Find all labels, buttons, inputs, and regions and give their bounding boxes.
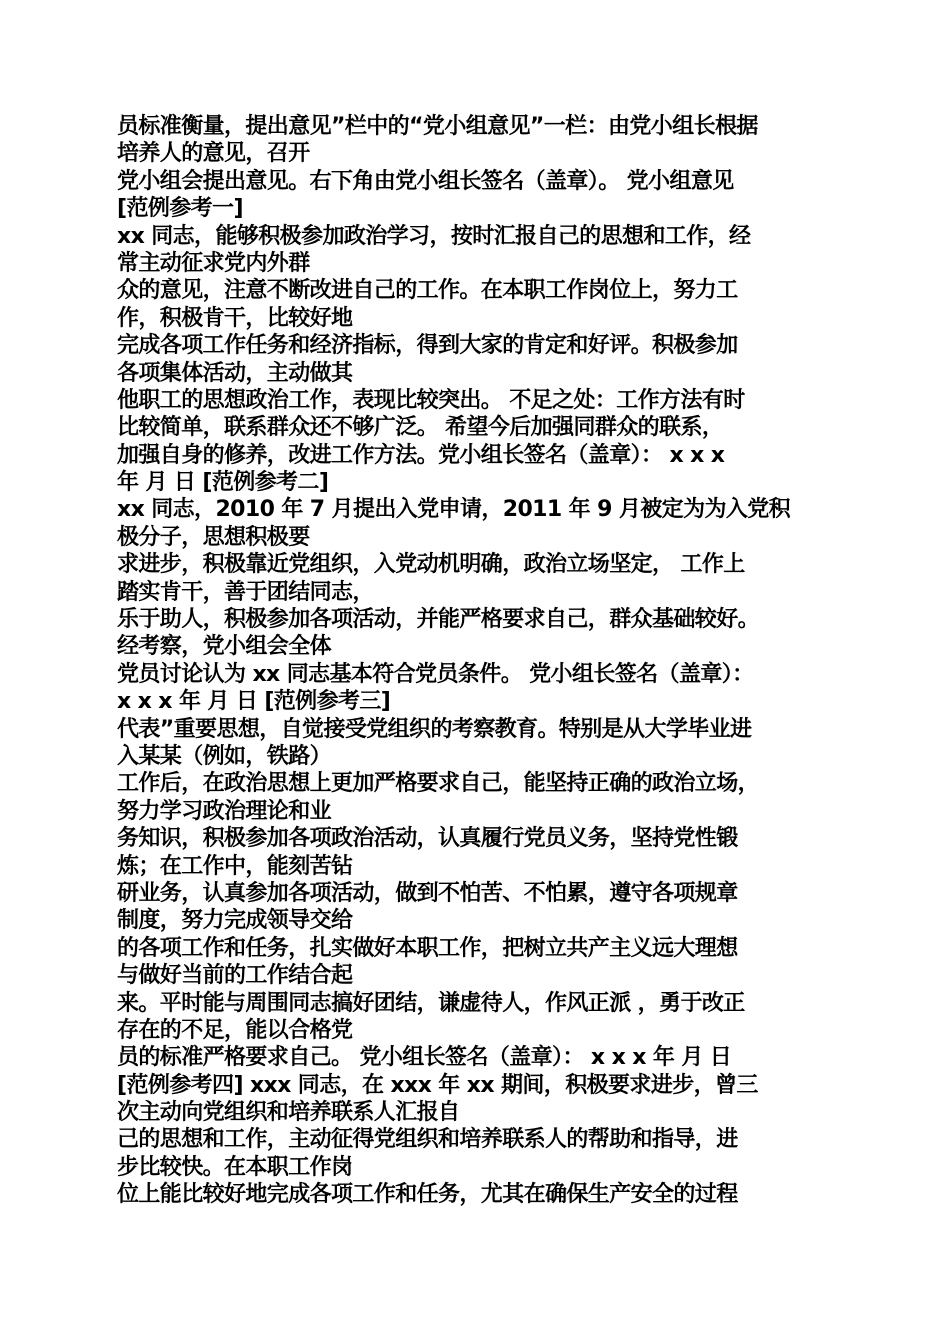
text-line: 位上能比较好地完成各项工作和任务，尤其在确保生产安全的过程: [117, 1182, 738, 1208]
text-line: 党员讨论认为 xx 同志基本符合党员条件。 党小组长签名（盖章）：: [117, 661, 754, 687]
text-line: [范例参考一]: [117, 196, 243, 222]
text-line: xx 同志，能够积极参加政治学习，按时汇报自己的思想和工作，经: [117, 223, 751, 249]
text-line: 存在的不足，能以合格党: [117, 1017, 353, 1043]
text-line: 研业务，认真参加各项活动，做到不怕苦、不怕累，遵守各项规章: [117, 880, 738, 906]
text-line: 求进步，积极靠近党组织，入党动机明确，政治立场坚定， 工作上: [117, 552, 745, 578]
text-line: 党小组会提出意见。右下角由党小组长签名（盖章）。 党小组意见: [117, 168, 734, 194]
text-line: 比较简单，联系群众还不够广泛。 希望今后加强同群众的联系，: [117, 415, 724, 441]
text-line: 工作后，在政治思想上更加严格要求自己，能坚持正确的政治立场，: [117, 771, 760, 797]
text-line: 来。平时能与周围同志搞好团结，谦虚待人，作风正派 ，勇于改正: [117, 990, 745, 1016]
text-line: 制度，努力完成领导交给: [117, 908, 353, 934]
text-line: 次主动向党组织和培养联系人汇报自: [117, 1100, 460, 1126]
text-line: 常主动征求党内外群: [117, 250, 310, 276]
text-line: 经考察，党小组会全体: [117, 634, 332, 660]
text-line: 年 月 日 [范例参考二]: [117, 470, 329, 496]
text-line: x x x 年 月 日 [范例参考三]: [117, 689, 391, 715]
document-body: [117, 113, 837, 1209]
text-line: 完成各项工作任务和经济指标，得到大家的肯定和好评。积极参加: [117, 333, 738, 359]
text-line: 员标准衡量，提出意见”栏中的“党小组意见”一栏：由党小组长根据: [117, 114, 758, 139]
text-line: 众的意见，注意不断改进自己的工作。在本职工作岗位上，努力工: [117, 278, 738, 304]
text-line: 作，积极肯干，比较好地: [117, 305, 353, 331]
text-line: 努力学习政治理论和业: [117, 798, 332, 824]
text-line: 加强自身的修养，改进工作方法。党小组长签名（盖章）： x x x: [117, 442, 725, 468]
text-line: 己的思想和工作，主动征得党组织和培养联系人的帮助和指导，进: [117, 1127, 738, 1153]
text-line: 炼；在工作中，能刻苦钻: [117, 853, 353, 879]
text-line: 务知识，积极参加各项政治活动，认真履行党员义务，坚持党性锻: [117, 826, 738, 852]
text-line: 步比较快。在本职工作岗: [117, 1154, 353, 1180]
text-line: 与做好当前的工作结合起: [117, 963, 353, 989]
text-line: 踏实肯干，善于团结同志，: [117, 579, 374, 605]
text-line: 的各项工作和任务，扎实做好本职工作，把树立共产主义远大理想: [117, 935, 738, 961]
text-line: 乐于助人，积极参加各项活动，并能严格要求自己，群众基础较好。: [117, 607, 760, 633]
text-line: 培养人的意见，召开: [117, 141, 310, 167]
text-line: [范例参考四] xxx 同志，在 xxx 年 xx 期间，积极要求进步，曾三: [117, 1072, 758, 1098]
text-line: 极分子，思想积极要: [117, 524, 310, 550]
text-line: 员的标准严格要求自己。 党小组长签名（盖章）： x x x 年 月 日: [117, 1045, 732, 1071]
text-line: 各项集体活动，主动做其: [117, 360, 353, 386]
text-line: 入某某（例如，铁路）: [117, 743, 332, 769]
text-line: 代表”重要思想，自觉接受党组织的考察教育。特别是从大学毕业进: [117, 716, 752, 742]
text-line: xx 同志，2010 年 7 月提出入党申请，2011 年 9 月被定为为入党积: [117, 497, 791, 523]
text-line: 他职工的思想政治工作，表现比较突出。 不足之处：工作方法有时: [117, 387, 745, 413]
